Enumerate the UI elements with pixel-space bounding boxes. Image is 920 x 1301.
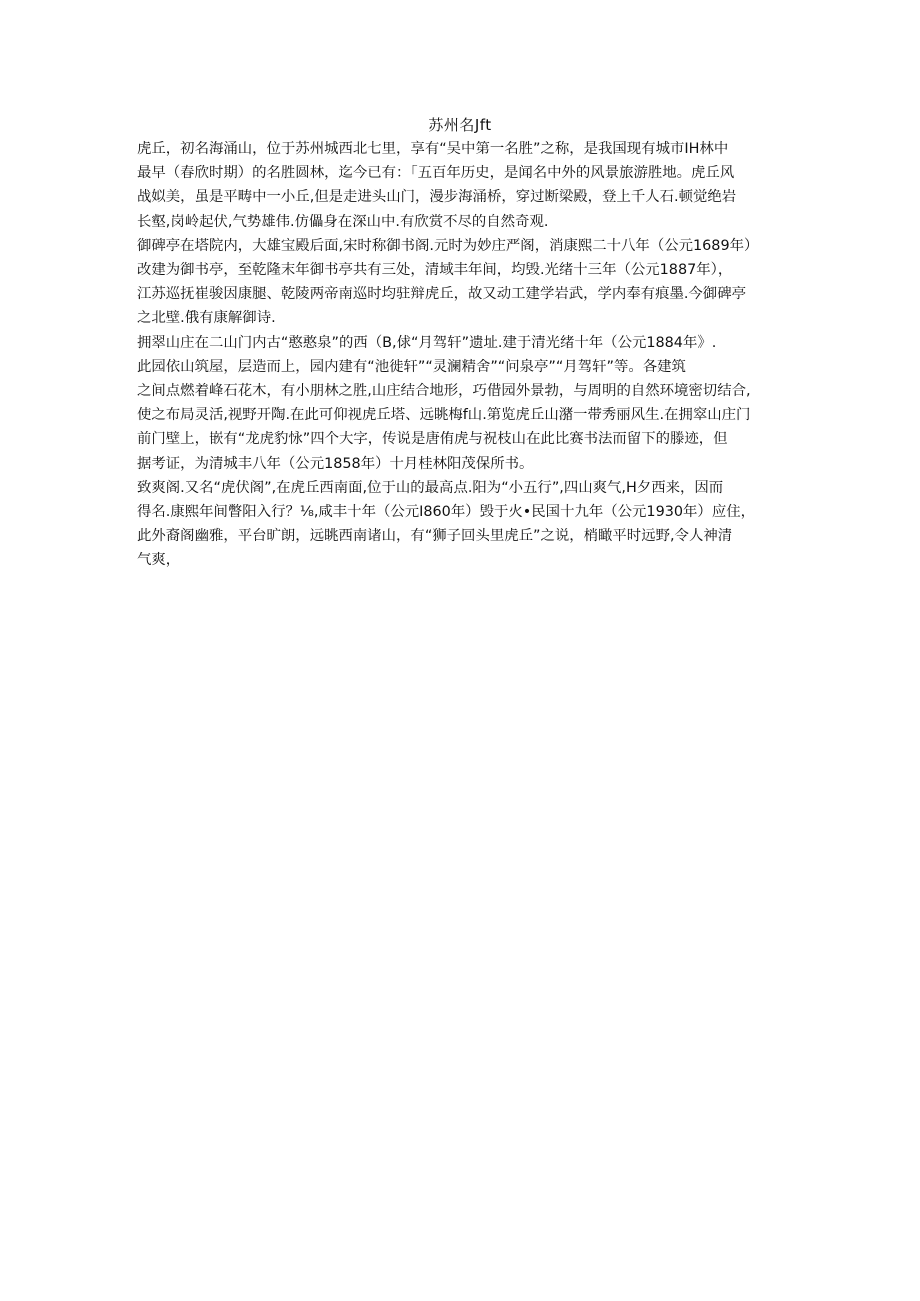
text-line: 使之布局灵活,视野开陶.在此可仰视虎丘塔、远眺梅f山.第览虎丘山潴一带秀丽风生.在拥窣山庄门 — [137, 407, 751, 424]
text-line: 长壑,岗岭起伏,气势雄伟.仿儡身在深山中.有欣赏不尽的自然奇观. — [137, 213, 549, 230]
text-line: 最早（春欣时期）的名胜圆林，迄今已有：「五百年历史，是闻名中外的风景旅游胜地。虎丘风 — [137, 165, 735, 182]
text-line: 得名.康熙年间瞥阳入行？⅛,咸丰十年（公元I860年）毁于火•民国十九年（公元1930年）应住， — [137, 504, 755, 521]
text-line: 气爽， — [137, 552, 181, 569]
text-line: 之间点燃着峰石花木，有小朋林之胜,山庄结合地形，巧借园外景勃，与周明的自然环境密切结合, — [137, 383, 751, 400]
paragraph — [137, 476, 789, 573]
text-line: 前门壁上，嵌有“龙虎豹怺”四个大字，传说是唐侑虎与祝枝山在此比赛书法而留下的滕迹，但 — [137, 431, 728, 448]
text-line: 据考证，为清城丰八年（公元1858年）十月桂林阳茂保所书。 — [137, 455, 534, 472]
document-body — [137, 137, 789, 573]
text-line: 虎丘，初名海涌山，位于苏州城西北七里，享有“吴中第一名胜”之称，是我国现有城市IH林中 — [137, 141, 729, 157]
text-line: 此园依山筑屋，层造而上，园内建有“池徙轩”“灵澜精舍”“问泉亭”“月驾轩”等。各建筑 — [137, 358, 686, 375]
paragraph — [137, 331, 789, 476]
text-line: 御碑亭在塔院内，大雄宝殿后面,宋时称御书阁.元时为妙庄严阁，消康熙二十八年（公元1689年） — [137, 237, 759, 254]
text-line: 战姒美，虽是平畴中一小丘,但是走进头山门，漫步海涌桥，穿过断梁殿，登上千人石.顿觉绝岩 — [137, 189, 737, 206]
text-line: 此外裔阁幽雅，平台旷朗，远眺西南诸山，有“狮子回头里虎丘”之说，梢瞰平时远野,令人神清 — [137, 528, 733, 545]
paragraph — [137, 234, 789, 331]
text-line: 改建为御书亭，至乾隆末年御书亭共有三处，清域丰年间，均毁.光绪十三年（公元1887年）， — [137, 262, 733, 279]
paragraph — [137, 137, 789, 234]
text-line: 拥翠山庄在二山门内古“憨憨泉”的西（B,俅“月驾轩”遗址.建于清光绪十年（公元1884年》. — [137, 334, 717, 351]
text-line: 江苏巡抚崔骏因康腿、乾陵两帝南巡时均驻辩虎丘，故又动工建学岩武，学内奉有痕墨.今御碑亭 — [137, 286, 746, 303]
document-title: 苏州名Jft — [428, 116, 492, 134]
text-line: 致爽阁.又名“虎伏阁”,在虎丘西南面,位于山的最高点.阳为“小五行”,四山爽气,H夕西来，因而 — [137, 479, 724, 496]
text-line: 之北壁.俄有康解御诗. — [137, 310, 276, 327]
